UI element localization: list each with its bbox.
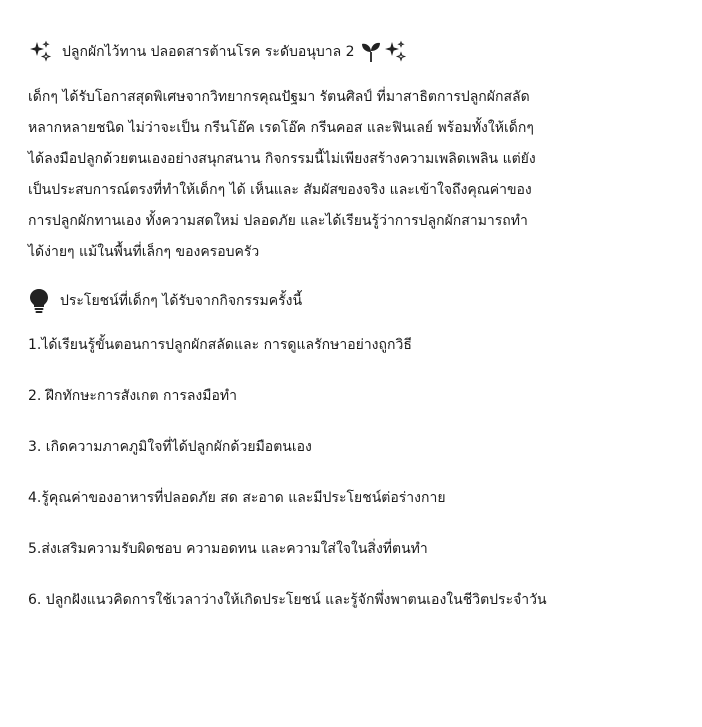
list-item: 1.ได้เรียนรู้ขั้นตอนการปลูกผักสลัดและ การดูแลรักษาอย่างถูกวิธี xyxy=(28,337,412,353)
list-item: 2. ฝึกทักษะการสังเกต การลงมือทำ xyxy=(28,388,237,404)
intro-line: ได้ลงมือปลูกด้วยตนเองอย่างสนุกสนาน กิจกรรมนี้ไม่เพียงสร้างความเพลิดเพลิน แต่ยัง xyxy=(28,151,536,167)
lightbulb-icon xyxy=(28,288,50,314)
benefits-heading-row xyxy=(28,284,674,318)
sparkles-icon xyxy=(28,40,52,64)
list-item: 6. ปลูกฝังแนวคิดการใช้เวลาว่างให้เกิดประโยชน์ และรู้จักพึ่งพาตนเองในชีวิตประจำวัน xyxy=(28,592,547,608)
intro-line: เป็นประสบการณ์ตรงที่ทำให้เด็กๆ ได้ เห็นและ สัมผัสของจริง และเข้าใจถึงคุณค่าของ xyxy=(28,182,532,198)
seedling-icon xyxy=(361,41,381,63)
list-item: 5.ส่งเสริมความรับผิดชอบ ความอดทน และความใส่ใจในสิ่งที่ตนทำ xyxy=(28,541,428,557)
sparkles-icon xyxy=(383,40,407,64)
intro-paragraph xyxy=(28,82,674,268)
intro-line: ได้ง่ายๆ แม้ในพื้นที่เล็กๆ ของครอบครัว xyxy=(28,244,260,260)
list-item: 4.รู้คุณค่าของอาหารที่ปลอดภัย สด สะอาด และมีประโยชน์ต่อร่างกาย xyxy=(28,490,446,506)
intro-line: เด็กๆ ได้รับโอกาสสุดพิเศษจากวิทยากรคุณปัฐมา รัตนศิลป์ ที่มาสาธิตการปลูกผักสลัด xyxy=(28,89,530,105)
list-item: 3. เกิดความภาคภูมิใจที่ได้ปลูกผักด้วยมือตนเอง xyxy=(28,439,312,455)
intro-line: การปลูกผักทานเอง ทั้งความสดใหม่ ปลอดภัย และได้เรียนรู้ว่าการปลูกผักสามารถทำ xyxy=(28,213,528,229)
benefits-heading: ประโยชน์ที่เด็กๆ ได้รับจากกิจกรรมครั้งนี้ xyxy=(60,293,303,309)
post-title: ปลูกผักไว้ทาน ปลอดสารต้านโรค ระดับอนุบาล 2 xyxy=(62,44,355,60)
post-title-row xyxy=(28,34,674,70)
intro-line: หลากหลายชนิด ไม่ว่าจะเป็น กรีนโอ๊ค เรดโอ๊ค กรีนคอส และฟินเลย์ พร้อมทั้งให้เด็กๆ xyxy=(28,120,534,136)
benefits-list xyxy=(28,328,674,617)
